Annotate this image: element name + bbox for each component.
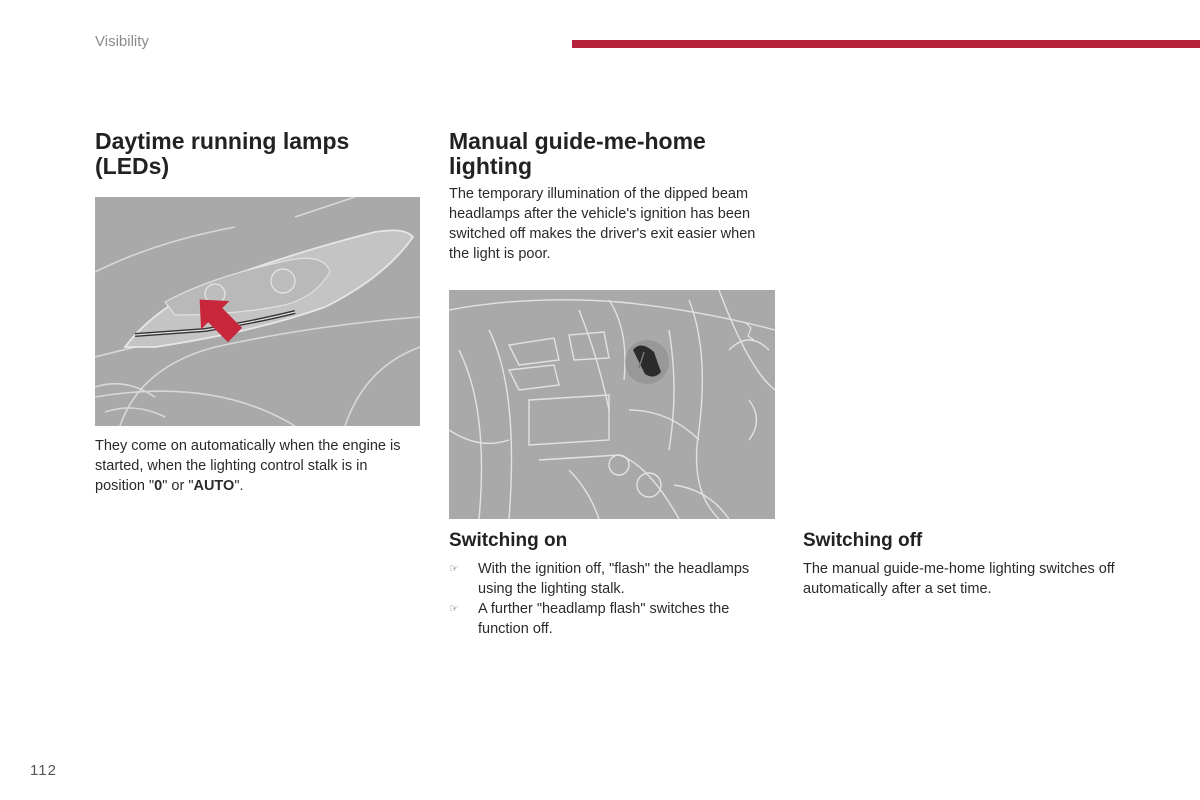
drl-description: They come on automatically when the engine is started, when the lighting control stalk is in position "0" or "AUTO". bbox=[95, 438, 401, 494]
pointing-hand-icon: ☞ bbox=[449, 603, 459, 615]
switching-on-heading: Switching on bbox=[449, 530, 568, 551]
pointing-hand-icon: ☞ bbox=[449, 563, 459, 575]
switching-off-text: The manual guide-me-home lighting switches off automatically after a set time. bbox=[803, 561, 1115, 597]
switching-off-heading: Switching off bbox=[803, 530, 923, 551]
position-auto: AUTO bbox=[193, 478, 235, 494]
headlamp-illustration bbox=[95, 197, 420, 426]
drl-heading: Daytime running lamps (LEDs) bbox=[95, 128, 350, 179]
list-item: ☞ With the ignition off, "flash" the headlamps using the lighting stalk. bbox=[449, 561, 750, 597]
list-item: ☞ A further "headlamp flash" switches the function off. bbox=[449, 601, 730, 637]
page-number: 112 bbox=[30, 762, 57, 779]
position-zero: 0 bbox=[154, 478, 163, 494]
header-red-rule bbox=[572, 40, 1200, 48]
dashboard-illustration bbox=[449, 290, 775, 519]
switching-on-list bbox=[449, 559, 774, 639]
guide-me-home-heading: Manual guide-me-home lighting bbox=[449, 128, 706, 179]
section-label: Visibility bbox=[95, 33, 149, 50]
guide-me-home-intro: The temporary illumination of the dipped beam headlamps after the vehicle's ignition has been switched off makes the driver's exit easier when the light is poor. bbox=[449, 186, 756, 262]
